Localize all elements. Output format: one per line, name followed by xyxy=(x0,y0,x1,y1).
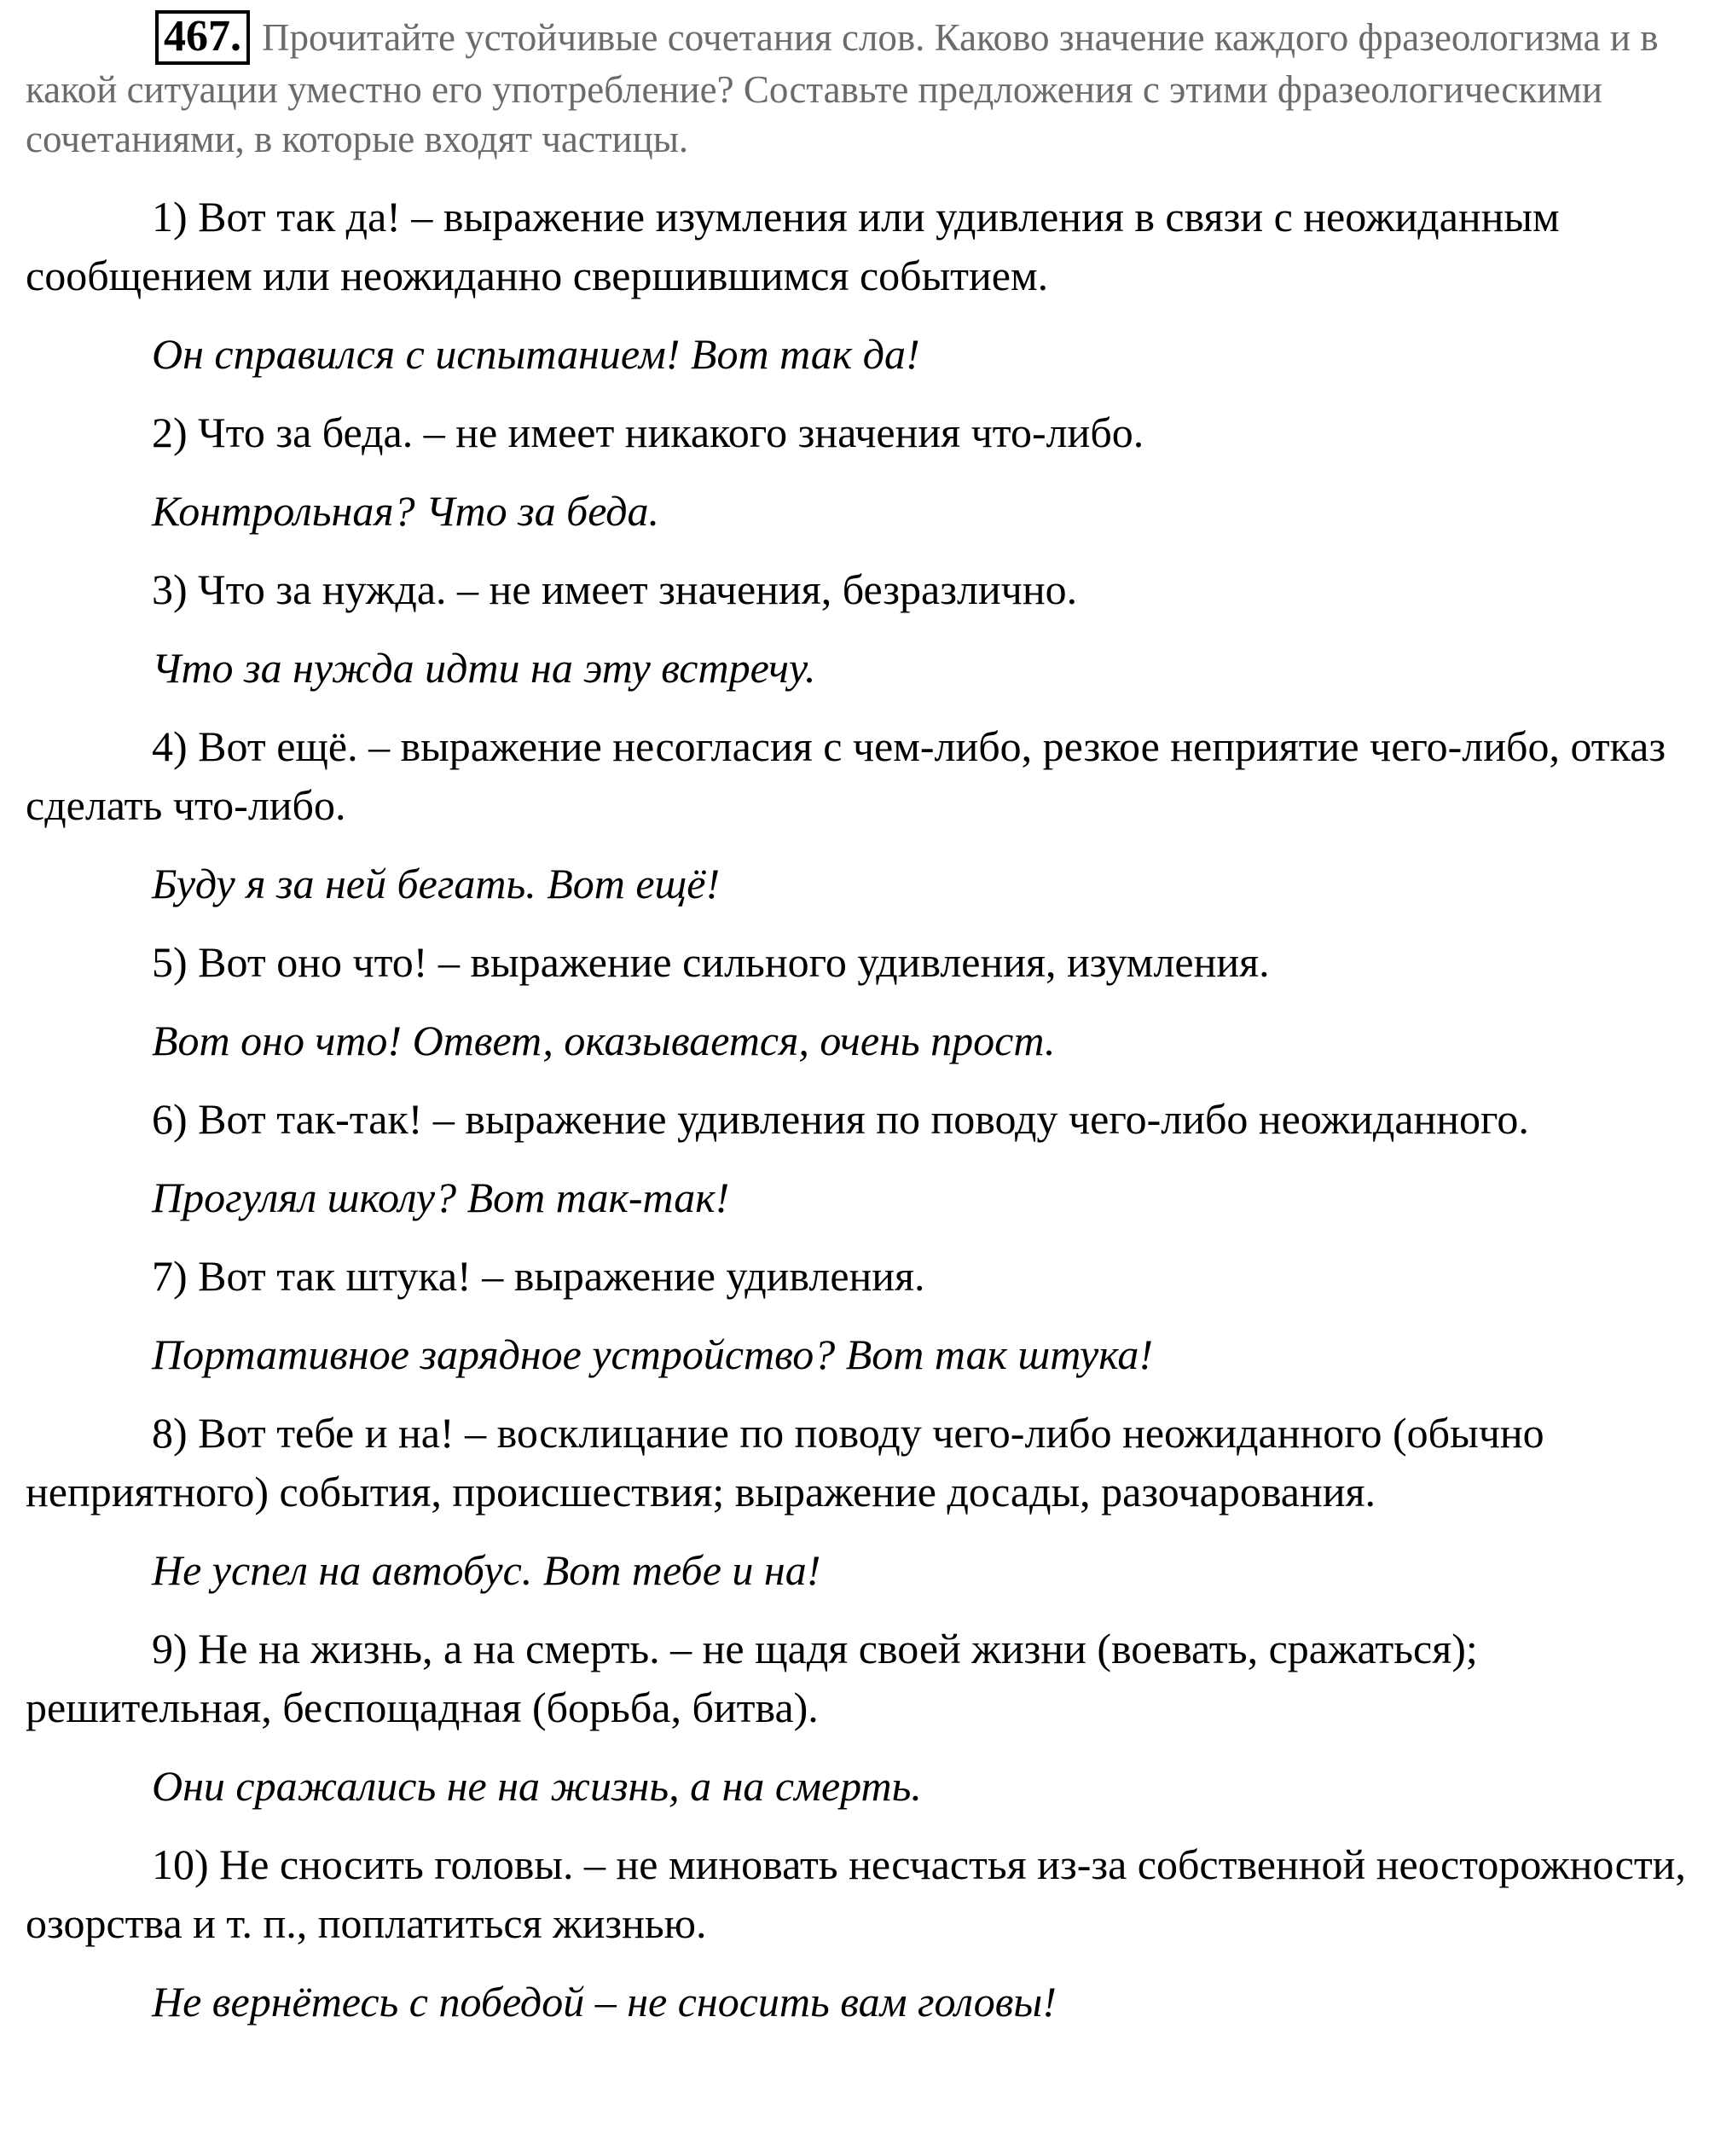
entry-definition: 4) Вот ещё. – выражение несогласия с чем-либо, резкое неприятие чего-либо, отказ сделать что-либо. xyxy=(26,722,1666,829)
phraseology-entry xyxy=(26,717,1697,913)
phraseology-entry xyxy=(26,188,1697,384)
phraseology-entry xyxy=(26,933,1697,1070)
entry-definition: 8) Вот тебе и на! – восклицание по поводу чего-либо неожиданного (обычно неприятного) события, происшествия; выражение досады, разочарования. xyxy=(26,1409,1544,1516)
entry-definition: 1) Вот так да! – выражение изумления или удивления в связи с неожиданным сообщением или неожиданно свершившимся событием. xyxy=(26,193,1560,299)
phraseology-entry xyxy=(26,1620,1697,1816)
entry-example: Не успел на автобус. Вот тебе и на! xyxy=(152,1546,821,1594)
entry-definition: 6) Вот так-так! – выражение удивления по поводу чего-либо неожиданного. xyxy=(152,1095,1529,1143)
task-instruction: Прочитайте устойчивые сочетания слов. Каково значение каждого фразеологизма и в какой ситуации уместно его употребление? Составьте предложения с этими фразеологическими сочетаниями, в которые входят частицы. xyxy=(26,16,1659,160)
task-number: 467. xyxy=(155,10,250,65)
phraseology-entry xyxy=(26,560,1697,698)
entry-definition: 2) Что за беда. – не имеет никакого значения что-либо. xyxy=(152,409,1144,456)
entry-definition: 5) Вот оно что! – выражение сильного удивления, изумления. xyxy=(152,938,1270,986)
entry-definition: 3) Что за нужда. – не имеет значения, безразлично. xyxy=(152,565,1078,613)
phraseology-entry xyxy=(26,1404,1697,1600)
entry-example: Он справился с испытанием! Вот так да! xyxy=(152,330,920,378)
entry-example: Контрольная? Что за беда. xyxy=(152,487,660,535)
phraseology-entry xyxy=(26,403,1697,541)
phraseology-entry xyxy=(26,1090,1697,1227)
phraseology-entry xyxy=(26,1835,1697,2031)
task-header xyxy=(26,10,1697,164)
entry-example: Они сражались не на жизнь, а на смерть. xyxy=(152,1762,922,1810)
phraseology-list xyxy=(26,188,1697,2031)
entry-example: Не вернётесь с победой – не сносить вам головы! xyxy=(152,1978,1057,2026)
entry-example: Вот оно что! Ответ, оказывается, очень прост. xyxy=(152,1017,1056,1064)
entry-example: Прогулял школу? Вот так-так! xyxy=(152,1174,730,1221)
entry-definition: 7) Вот так штука! – выражение удивления. xyxy=(152,1252,925,1300)
textbook-page xyxy=(26,10,1697,2051)
phraseology-entry xyxy=(26,1247,1697,1384)
entry-definition: 10) Не сносить головы. – не миновать несчастья из-за собственной неосторожности, озорства и т. п., поплатиться жизнью. xyxy=(26,1840,1686,1947)
entry-example: Портативное зарядное устройство? Вот так штука! xyxy=(152,1330,1154,1378)
entry-definition: 9) Не на жизнь, а на смерть. – не щадя своей жизни (воевать, сражаться); решительная, беспощадная (борьба, битва). xyxy=(26,1625,1478,1731)
entry-example: Что за нужда идти на эту встречу. xyxy=(152,644,816,692)
entry-example: Буду я за ней бегать. Вот ещё! xyxy=(152,860,721,907)
